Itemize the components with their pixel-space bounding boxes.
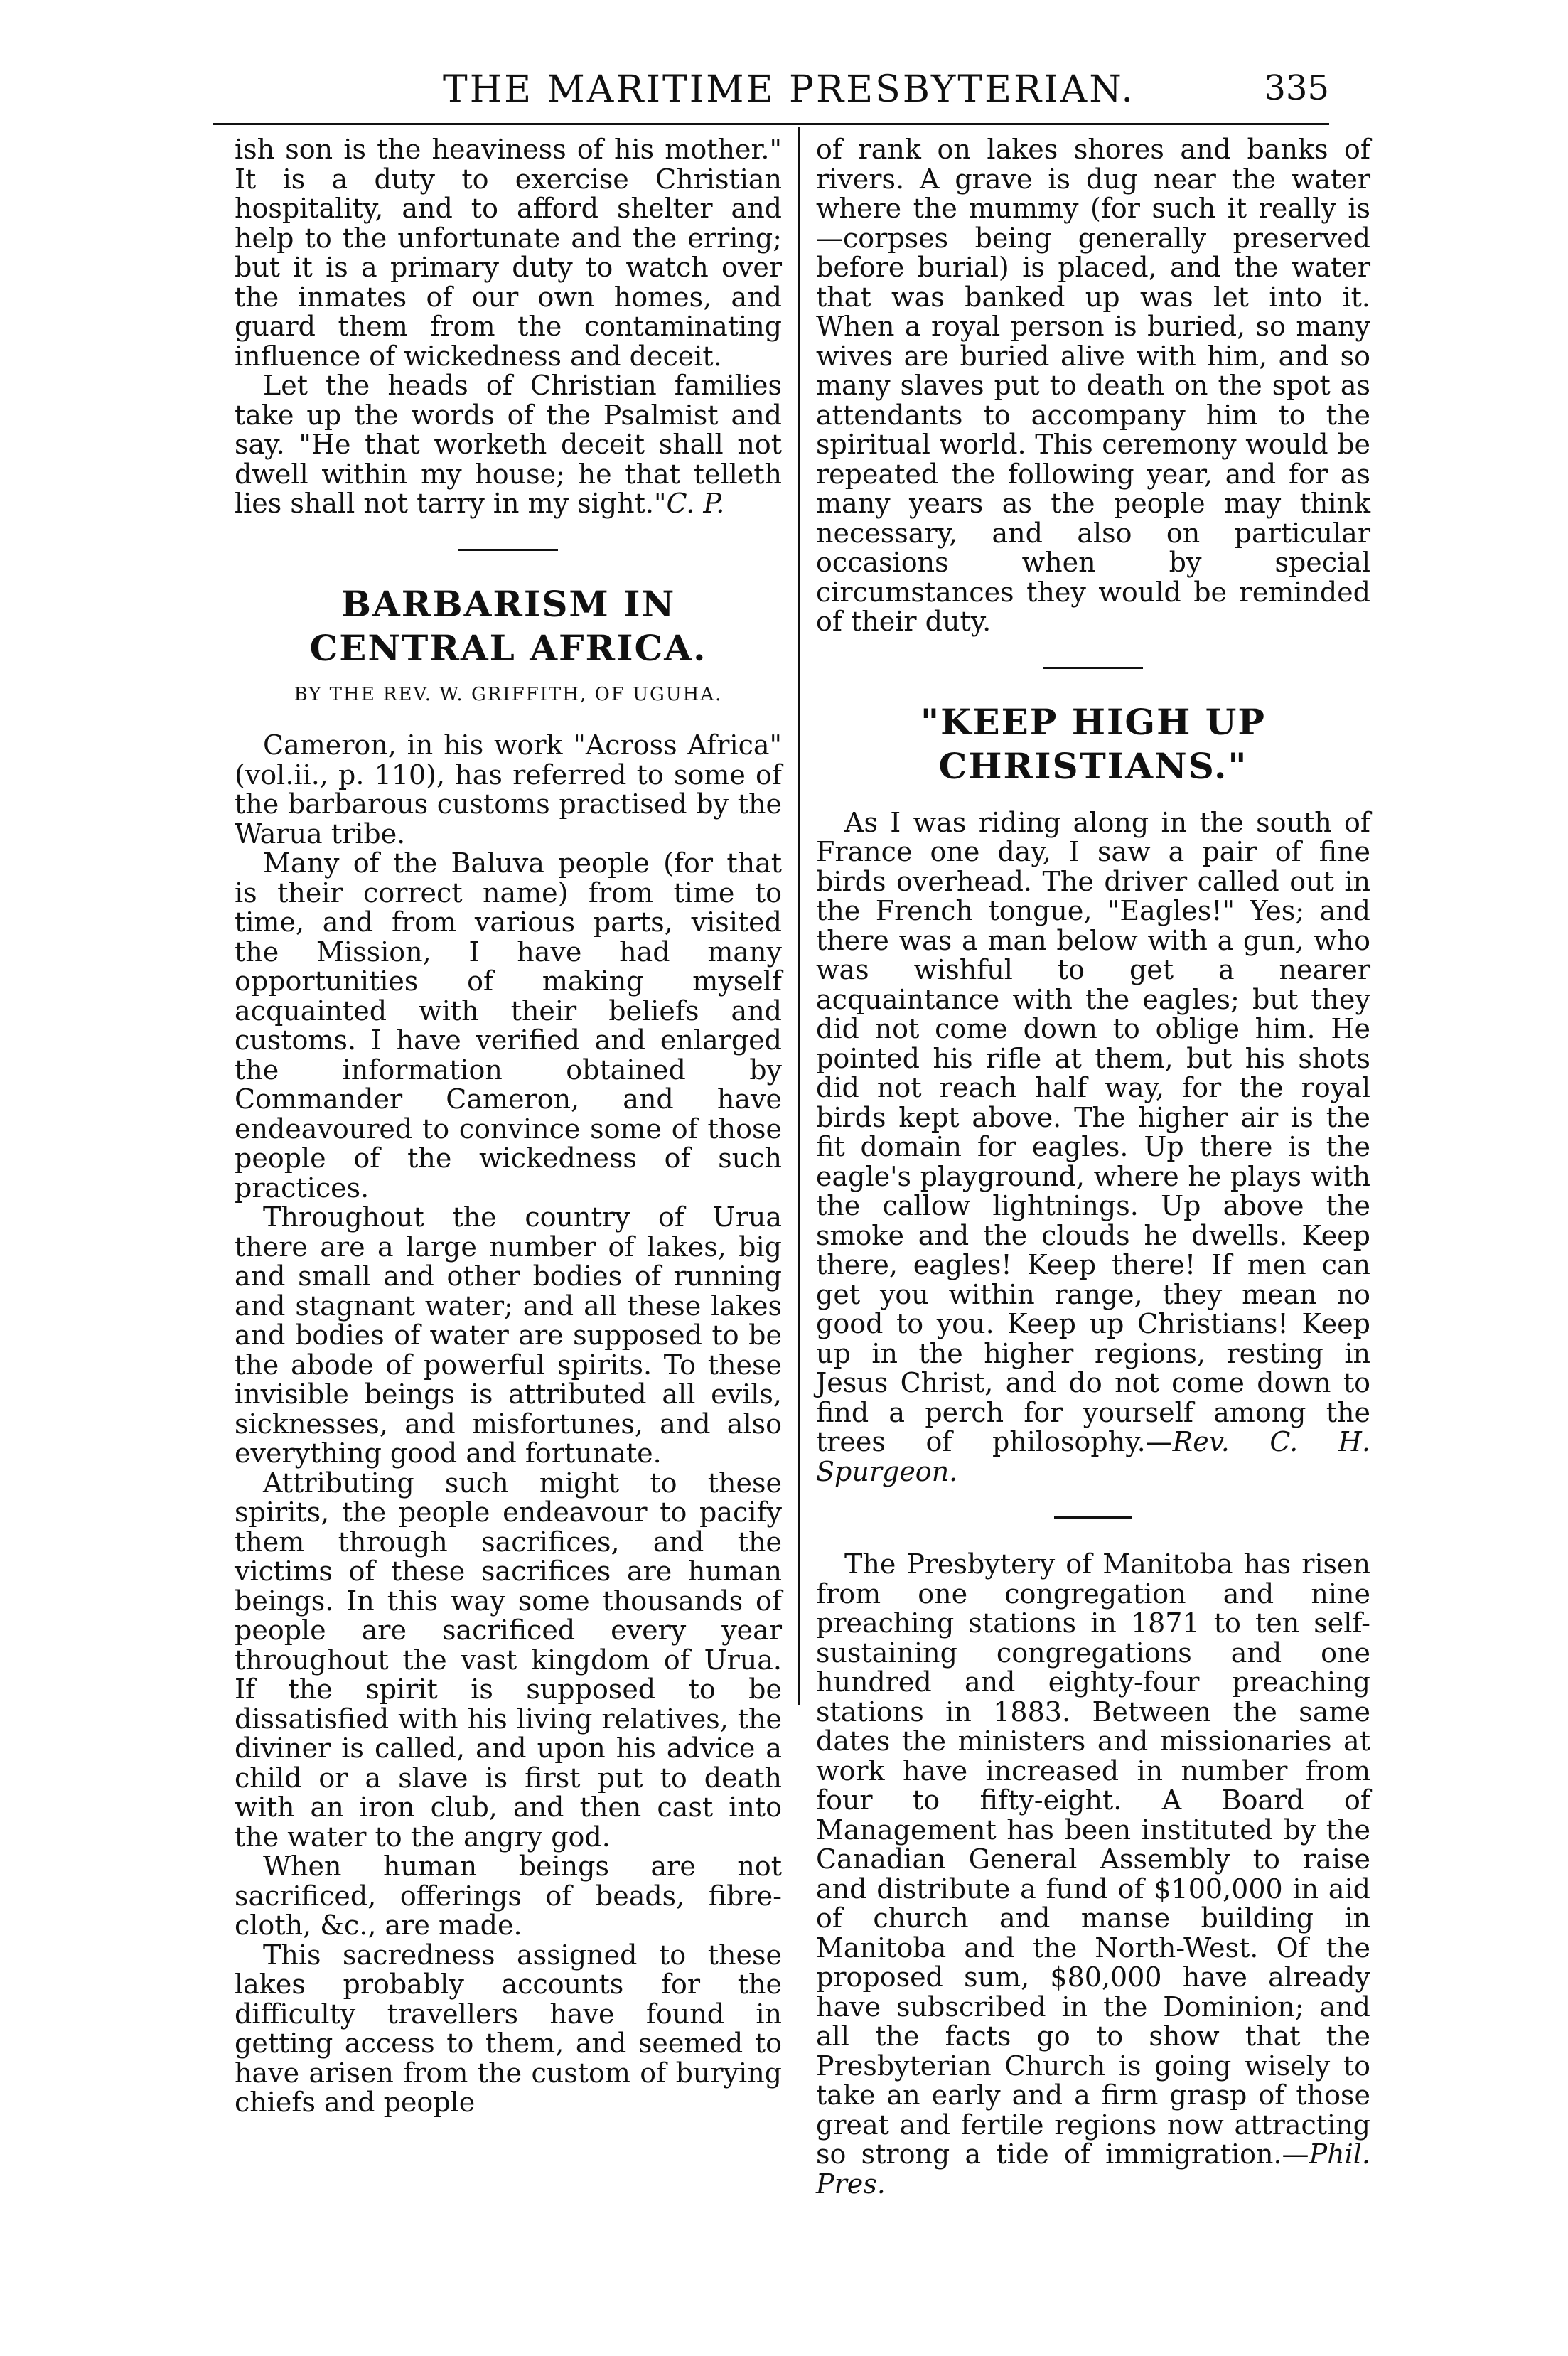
section-divider	[458, 549, 558, 551]
article-paragraph: Cameron, in his work "Across Africa" (vol.ii., p. 110), has referred to some of the barbarous customs practised by the Warua tribe.	[235, 729, 782, 850]
article-paragraph	[816, 1550, 1370, 2199]
left-column	[235, 135, 782, 2118]
article-title: "KEEP HIGH UP CHRISTIANS."	[920, 700, 1266, 787]
article-paragraph: Attributing such might to these spirits, the people endeavour to pacify them through sacrifices, and the victims of these sacrifices are human beings. In this way some thousands of people are sacrificed every year throughout the vast kingdom of Urua. If the spirit is supposed to be dissatisfied with his living relatives, the diviner is called, and upon his advice a child or a slave is first put to death with an iron club, and then cast into the water to the angry god.	[235, 1467, 782, 1853]
attribution: Phil. Pres.	[816, 2138, 1370, 2200]
signature: C. P.	[666, 488, 725, 519]
header-rule	[213, 123, 1329, 125]
article-text: As I was riding along in the south of France one day, I saw a pair of fine birds overhead. The driver called out in the French tongue, "Eagles!" Yes; and there was a man below with a gun, who was wishful to get a nearer acquaintance with the eagles; but they did not come down to oblige him. He pointed his rifle at them, but his shots did not reach half way, for the royal birds kept above. The higher air is the fit domain for eagles. Up there is the eagle's playground, where he plays with the callow lightnings. Up above the smoke and the clouds he dwells. Keep there, eagles! Keep there! If men can get you within range, they mean no good to you. Keep up Christians! Keep up in the higher regions, resting in Jesus Christ, and do not come down to find a perch for yourself among the trees of philosophy.—	[816, 806, 1370, 1457]
article-paragraph	[816, 808, 1370, 1487]
psalmist-text: Let the heads of Christian families take up the words of the Psalmist and say. "He that worketh deceit shall not dwell within my house; he that telleth lies shall not tarry in my sight."	[235, 370, 782, 519]
article-paragraph: This sacredness assigned to these lakes probably accounts for the difficulty travellers have found in getting access to them, and seemed to have arisen from the custom of burying chiefs and people	[235, 1939, 782, 2118]
article-text: The Presbytery of Manitoba has risen from one congregation and nine preaching stations in 1871 to ten self-sustaining congregations and one hundred and eighty-four preaching stations in 1883. Between the same dates the ministers and missionaries at work have increased in number from four to fifty-eight. A Board of Management has been instituted by the Canadian General Assembly to raise and distribute a fund of $100,000 in aid of church and manse building in Manitoba and the North-West. Of the proposed sum, $80,000 have already have subscribed in the Dominion; and all the facts go to show that the Presbyterian Church is going wisely to take an early and a firm grasp of those great and fertile regions now attracting so strong a tide of immigration.—	[816, 1548, 1370, 2170]
section-divider	[1043, 667, 1143, 669]
article-paragraph: Throughout the country of Urua there are a large number of lakes, big and small and other bodies of running and stagnant water; and all these lakes and bodies of water are supposed to be the abode of powerful spirits. To these invisible beings is attributed all evils, sicknesses, and misfortunes, and also everything good and fortunate.	[235, 1201, 782, 1469]
continued-paragraph: ish son is the heaviness of his mother." It is a duty to exercise Christian hospitality, and to afford shelter and help to the unfortunate and the erring; but it is a primary duty to watch over the inmates of our own homes, and guard them from the contaminating influence of wickedness and deceit.	[235, 134, 782, 372]
section-divider	[1054, 1516, 1132, 1519]
page-header	[213, 68, 1329, 118]
article-byline: BY THE REV. W. GRIFFITH, OF UGUHA.	[294, 683, 723, 705]
page-number: 335	[1264, 68, 1329, 108]
running-title: THE MARITIME PRESBYTERIAN.	[443, 68, 1135, 111]
right-column	[816, 135, 1370, 2199]
psalmist-paragraph	[235, 371, 782, 519]
article-paragraph: When human beings are not sacrificed, offerings of beads, fibre-cloth, &c., are made.	[235, 1851, 782, 1941]
article-paragraph: Many of the Baluva people (for that is their correct name) from time to time, and from various parts, visited the Mission, I have had many opportunities of making myself acquainted with their beliefs and customs. I have verified and enlarged the information obtained by Commander Cameron, and have endeavoured to convince some of those people of the wickedness of such practices.	[235, 847, 782, 1204]
attribution: Rev. C. H. Spurgeon.	[816, 1426, 1370, 1487]
article-title: BARBARISM IN CENTRAL AFRICA.	[309, 582, 707, 669]
continued-paragraph: of rank on lakes shores and banks of rivers. A grave is dug near the water where the mummy (for such it really is—corpses being generally preserved before burial) is placed, and the water that was banked up was let into it. When a royal person is buried, so many wives are buried alive with him, and so many slaves put to death on the spot as attendants to accompany him to the spiritual world. This ceremony would be repeated the following year, and for as many years as the people may think necessary, and also on particular occasions when by special circumstances they would be reminded of their duty.	[816, 134, 1370, 637]
column-divider	[798, 127, 800, 1705]
